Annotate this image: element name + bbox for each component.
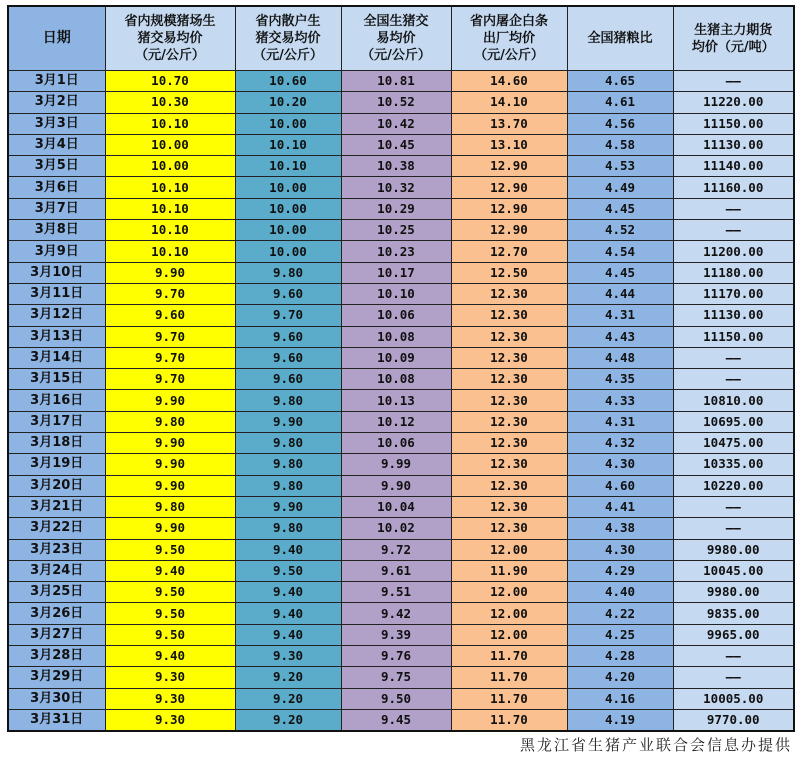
date-cell: 3月25日 (8, 582, 105, 603)
smallholder-price-cell: 10.00 (235, 177, 341, 198)
national-price-cell: 10.29 (341, 198, 451, 219)
table-row (8, 134, 794, 155)
table-row (8, 198, 794, 219)
date-cell: 3月26日 (8, 603, 105, 624)
futures-price-cell: —— (673, 369, 794, 390)
date-cell: 3月1日 (8, 71, 105, 92)
carcass-price-cell: 12.90 (451, 156, 567, 177)
table-row (8, 624, 794, 645)
table-row (8, 220, 794, 241)
pig-grain-ratio-cell: 4.29 (567, 560, 673, 581)
carcass-price-cell: 13.70 (451, 113, 567, 134)
futures-price-cell: 10335.00 (673, 454, 794, 475)
national-price-cell: 10.06 (341, 433, 451, 454)
pig-grain-ratio-cell: 4.52 (567, 220, 673, 241)
national-price-cell: 9.42 (341, 603, 451, 624)
scale-farm-price-cell: 9.90 (105, 518, 235, 539)
futures-price-cell: 10475.00 (673, 433, 794, 454)
date-cell: 3月14日 (8, 347, 105, 368)
futures-price-cell: —— (673, 667, 794, 688)
carcass-price-cell: 12.30 (451, 475, 567, 496)
national-price-cell: 10.38 (341, 156, 451, 177)
smallholder-price-cell: 9.20 (235, 709, 341, 731)
national-price-cell: 10.13 (341, 390, 451, 411)
header-row (8, 6, 794, 71)
futures-price-cell: —— (673, 347, 794, 368)
futures-price-cell: —— (673, 518, 794, 539)
scale-farm-price-cell: 10.10 (105, 220, 235, 241)
national-price-cell: 10.10 (341, 283, 451, 304)
table-row (8, 518, 794, 539)
pig-grain-ratio-cell: 4.33 (567, 390, 673, 411)
smallholder-price-cell: 9.80 (235, 390, 341, 411)
carcass-price-cell: 12.30 (451, 390, 567, 411)
scale-farm-price-cell: 10.00 (105, 134, 235, 155)
pig-price-table (7, 5, 795, 732)
futures-price-cell: —— (673, 646, 794, 667)
futures-price-cell: 9965.00 (673, 624, 794, 645)
scale-farm-price-cell: 9.70 (105, 326, 235, 347)
scale-farm-price-cell: 9.90 (105, 433, 235, 454)
pig-grain-ratio-cell: 4.19 (567, 709, 673, 731)
carcass-price-cell: 12.30 (451, 411, 567, 432)
header-date (8, 6, 105, 71)
table-row (8, 646, 794, 667)
smallholder-price-cell: 10.00 (235, 220, 341, 241)
national-price-cell: 10.08 (341, 326, 451, 347)
national-price-cell: 10.81 (341, 71, 451, 92)
pig-grain-ratio-cell: 4.56 (567, 113, 673, 134)
scale-farm-price-cell: 9.70 (105, 369, 235, 390)
price-table-container (7, 5, 793, 732)
pig-grain-ratio-cell: 4.41 (567, 496, 673, 517)
header-text-line: 省内屠企白条 (469, 14, 548, 29)
pig-grain-ratio-cell: 4.31 (567, 411, 673, 432)
smallholder-price-cell: 9.80 (235, 433, 341, 454)
pig-grain-ratio-cell: 4.61 (567, 92, 673, 113)
carcass-price-cell: 12.90 (451, 198, 567, 219)
date-cell: 3月3日 (8, 113, 105, 134)
scale-farm-price-cell: 9.90 (105, 454, 235, 475)
scale-farm-price-cell: 9.90 (105, 475, 235, 496)
header-text-line: （元/公斤） (253, 48, 323, 63)
table-row (8, 433, 794, 454)
header-province-scale-farm-price (105, 6, 235, 71)
table-row (8, 475, 794, 496)
scale-farm-price-cell: 9.30 (105, 709, 235, 731)
date-cell: 3月30日 (8, 688, 105, 709)
smallholder-price-cell: 9.80 (235, 518, 341, 539)
national-price-cell: 10.52 (341, 92, 451, 113)
carcass-price-cell: 14.60 (451, 71, 567, 92)
carcass-price-cell: 12.30 (451, 283, 567, 304)
scale-farm-price-cell: 9.50 (105, 624, 235, 645)
pig-grain-ratio-cell: 4.45 (567, 198, 673, 219)
pig-grain-ratio-cell: 4.65 (567, 71, 673, 92)
national-price-cell: 10.04 (341, 496, 451, 517)
futures-price-cell: 9770.00 (673, 709, 794, 731)
national-price-cell: 10.32 (341, 177, 451, 198)
smallholder-price-cell: 9.20 (235, 667, 341, 688)
carcass-price-cell: 12.30 (451, 518, 567, 539)
carcass-price-cell: 12.00 (451, 603, 567, 624)
carcass-price-cell: 14.10 (451, 92, 567, 113)
header-text-line: 易均价 (376, 31, 416, 46)
smallholder-price-cell: 9.70 (235, 305, 341, 326)
scale-farm-price-cell: 9.50 (105, 582, 235, 603)
date-cell: 3月16日 (8, 390, 105, 411)
header-text-line: 均价（元/吨） (691, 39, 775, 55)
table-row (8, 305, 794, 326)
pig-grain-ratio-cell: 4.45 (567, 262, 673, 283)
pig-grain-ratio-cell: 4.30 (567, 454, 673, 475)
date-cell: 3月28日 (8, 646, 105, 667)
table-row (8, 603, 794, 624)
smallholder-price-cell: 9.80 (235, 454, 341, 475)
national-price-cell: 9.99 (341, 454, 451, 475)
table-row (8, 113, 794, 134)
futures-price-cell: —— (673, 220, 794, 241)
scale-farm-price-cell: 9.30 (105, 667, 235, 688)
futures-price-cell: 9980.00 (673, 539, 794, 560)
futures-price-cell: 11150.00 (673, 326, 794, 347)
scale-farm-price-cell: 9.90 (105, 262, 235, 283)
table-row (8, 241, 794, 262)
date-cell: 3月8日 (8, 220, 105, 241)
carcass-price-cell: 12.30 (451, 305, 567, 326)
scale-farm-price-cell: 9.80 (105, 496, 235, 517)
pig-grain-ratio-cell: 4.60 (567, 475, 673, 496)
header-province-smallholder-price (235, 6, 341, 71)
smallholder-price-cell: 9.80 (235, 262, 341, 283)
national-price-cell: 9.39 (341, 624, 451, 645)
smallholder-price-cell: 10.20 (235, 92, 341, 113)
date-cell: 3月22日 (8, 518, 105, 539)
carcass-price-cell: 12.00 (451, 582, 567, 603)
futures-price-cell: 11160.00 (673, 177, 794, 198)
scale-farm-price-cell: 10.00 (105, 156, 235, 177)
pig-grain-ratio-cell: 4.49 (567, 177, 673, 198)
carcass-price-cell: 12.30 (451, 347, 567, 368)
national-price-cell: 10.45 (341, 134, 451, 155)
header-national-price (341, 6, 451, 71)
table-row (8, 582, 794, 603)
carcass-price-cell: 12.30 (451, 433, 567, 454)
scale-farm-price-cell: 10.10 (105, 241, 235, 262)
scale-farm-price-cell: 9.40 (105, 646, 235, 667)
date-cell: 3月7日 (8, 198, 105, 219)
date-cell: 3月17日 (8, 411, 105, 432)
date-cell: 3月19日 (8, 454, 105, 475)
carcass-price-cell: 11.70 (451, 646, 567, 667)
header-text-line: 省内规模猪场生 (124, 14, 216, 29)
smallholder-price-cell: 9.40 (235, 539, 341, 560)
pig-grain-ratio-cell: 4.35 (567, 369, 673, 390)
header-text-line: 全国生猪交 (363, 14, 429, 29)
smallholder-price-cell: 9.60 (235, 326, 341, 347)
table-row (8, 326, 794, 347)
header-slaughter-carcass-price (451, 6, 567, 71)
futures-price-cell: 10005.00 (673, 688, 794, 709)
national-price-cell: 10.06 (341, 305, 451, 326)
date-cell: 3月5日 (8, 156, 105, 177)
smallholder-price-cell: 9.90 (235, 496, 341, 517)
futures-price-cell: 9980.00 (673, 582, 794, 603)
carcass-price-cell: 12.30 (451, 326, 567, 347)
table-row (8, 496, 794, 517)
carcass-price-cell: 13.10 (451, 134, 567, 155)
smallholder-price-cell: 10.60 (235, 71, 341, 92)
futures-price-cell: 10045.00 (673, 560, 794, 581)
header-text-line: 生猪主力期货 (694, 22, 773, 38)
national-price-cell: 9.45 (341, 709, 451, 731)
date-cell: 3月6日 (8, 177, 105, 198)
carcass-price-cell: 11.70 (451, 709, 567, 731)
header-text-line: 日期 (42, 30, 71, 46)
pig-grain-ratio-cell: 4.43 (567, 326, 673, 347)
pig-grain-ratio-cell: 4.58 (567, 134, 673, 155)
header-futures-price (673, 6, 794, 71)
smallholder-price-cell: 9.80 (235, 475, 341, 496)
carcass-price-cell: 12.90 (451, 177, 567, 198)
scale-farm-price-cell: 10.10 (105, 113, 235, 134)
pig-grain-ratio-cell: 4.40 (567, 582, 673, 603)
national-price-cell: 10.12 (341, 411, 451, 432)
pig-grain-ratio-cell: 4.44 (567, 283, 673, 304)
date-cell: 3月31日 (8, 709, 105, 731)
carcass-price-cell: 12.30 (451, 496, 567, 517)
scale-farm-price-cell: 10.70 (105, 71, 235, 92)
scale-farm-price-cell: 9.40 (105, 560, 235, 581)
futures-price-cell: 11130.00 (673, 134, 794, 155)
scale-farm-price-cell: 9.30 (105, 688, 235, 709)
date-cell: 3月21日 (8, 496, 105, 517)
scale-farm-price-cell: 9.50 (105, 603, 235, 624)
smallholder-price-cell: 9.50 (235, 560, 341, 581)
table-row (8, 347, 794, 368)
date-cell: 3月2日 (8, 92, 105, 113)
smallholder-price-cell: 10.00 (235, 113, 341, 134)
smallholder-price-cell: 9.60 (235, 283, 341, 304)
date-cell: 3月12日 (8, 305, 105, 326)
scale-farm-price-cell: 10.10 (105, 198, 235, 219)
national-price-cell: 9.75 (341, 667, 451, 688)
national-price-cell: 9.72 (341, 539, 451, 560)
date-cell: 3月15日 (8, 369, 105, 390)
smallholder-price-cell: 9.60 (235, 369, 341, 390)
header-text-line: 省内散户生 (255, 14, 321, 29)
futures-price-cell: —— (673, 71, 794, 92)
smallholder-price-cell: 9.40 (235, 582, 341, 603)
futures-price-cell: 11150.00 (673, 113, 794, 134)
scale-farm-price-cell: 9.50 (105, 539, 235, 560)
national-price-cell: 9.90 (341, 475, 451, 496)
table-row (8, 92, 794, 113)
national-price-cell: 10.23 (341, 241, 451, 262)
scale-farm-price-cell: 9.70 (105, 283, 235, 304)
smallholder-price-cell: 9.90 (235, 411, 341, 432)
table-row (8, 177, 794, 198)
national-price-cell: 10.09 (341, 347, 451, 368)
date-cell: 3月23日 (8, 539, 105, 560)
table-row (8, 411, 794, 432)
pig-grain-ratio-cell: 4.48 (567, 347, 673, 368)
table-row (8, 688, 794, 709)
header-text-line: （元/公斤） (135, 48, 205, 63)
national-price-cell: 10.25 (341, 220, 451, 241)
national-price-cell: 10.42 (341, 113, 451, 134)
scale-farm-price-cell: 10.30 (105, 92, 235, 113)
header-text-line: 全国猪粮比 (587, 31, 653, 46)
futures-price-cell: 11220.00 (673, 92, 794, 113)
carcass-price-cell: 12.70 (451, 241, 567, 262)
pig-grain-ratio-cell: 4.25 (567, 624, 673, 645)
carcass-price-cell: 12.30 (451, 369, 567, 390)
date-cell: 3月29日 (8, 667, 105, 688)
national-price-cell: 10.02 (341, 518, 451, 539)
date-cell: 3月9日 (8, 241, 105, 262)
carcass-price-cell: 11.70 (451, 688, 567, 709)
national-price-cell: 9.76 (341, 646, 451, 667)
futures-price-cell: —— (673, 198, 794, 219)
futures-price-cell: 10810.00 (673, 390, 794, 411)
national-price-cell: 9.51 (341, 582, 451, 603)
pig-grain-ratio-cell: 4.20 (567, 667, 673, 688)
smallholder-price-cell: 9.60 (235, 347, 341, 368)
scale-farm-price-cell: 9.90 (105, 390, 235, 411)
pig-grain-ratio-cell: 4.38 (567, 518, 673, 539)
smallholder-price-cell: 10.10 (235, 156, 341, 177)
pig-grain-ratio-cell: 4.22 (567, 603, 673, 624)
smallholder-price-cell: 10.00 (235, 198, 341, 219)
smallholder-price-cell: 10.00 (235, 241, 341, 262)
national-price-cell: 9.61 (341, 560, 451, 581)
futures-price-cell: 11180.00 (673, 262, 794, 283)
national-price-cell: 10.08 (341, 369, 451, 390)
header-text-line: 猪交易均价 (137, 31, 203, 46)
table-row (8, 262, 794, 283)
scale-farm-price-cell: 9.70 (105, 347, 235, 368)
header-text-line: 出厂均价 (482, 31, 535, 46)
table-row (8, 454, 794, 475)
national-price-cell: 10.17 (341, 262, 451, 283)
date-cell: 3月11日 (8, 283, 105, 304)
date-cell: 3月20日 (8, 475, 105, 496)
futures-price-cell: 11170.00 (673, 283, 794, 304)
pig-grain-ratio-cell: 4.53 (567, 156, 673, 177)
header-text-line: 猪交易均价 (255, 31, 321, 46)
scale-farm-price-cell: 9.80 (105, 411, 235, 432)
table-row (8, 369, 794, 390)
scale-farm-price-cell: 10.10 (105, 177, 235, 198)
carcass-price-cell: 12.30 (451, 454, 567, 475)
carcass-price-cell: 11.90 (451, 560, 567, 581)
header-pig-grain-ratio (567, 6, 673, 71)
table-row (8, 667, 794, 688)
carcass-price-cell: 12.90 (451, 220, 567, 241)
table-row (8, 71, 794, 92)
smallholder-price-cell: 9.40 (235, 624, 341, 645)
table-row (8, 156, 794, 177)
futures-price-cell: —— (673, 496, 794, 517)
source-note: 黑龙江省生猪产业联合会信息办提供 (519, 736, 792, 754)
smallholder-price-cell: 9.20 (235, 688, 341, 709)
smallholder-price-cell: 9.30 (235, 646, 341, 667)
table-row (8, 709, 794, 731)
date-cell: 3月13日 (8, 326, 105, 347)
smallholder-price-cell: 10.10 (235, 134, 341, 155)
smallholder-price-cell: 9.40 (235, 603, 341, 624)
scale-farm-price-cell: 9.60 (105, 305, 235, 326)
pig-grain-ratio-cell: 4.30 (567, 539, 673, 560)
futures-price-cell: 11200.00 (673, 241, 794, 262)
futures-price-cell: 9835.00 (673, 603, 794, 624)
header-text-line: （元/公斤） (361, 48, 431, 63)
date-cell: 3月24日 (8, 560, 105, 581)
date-cell: 3月27日 (8, 624, 105, 645)
pig-grain-ratio-cell: 4.28 (567, 646, 673, 667)
carcass-price-cell: 12.00 (451, 624, 567, 645)
table-row (8, 560, 794, 581)
national-price-cell: 9.50 (341, 688, 451, 709)
pig-grain-ratio-cell: 4.31 (567, 305, 673, 326)
futures-price-cell: 10695.00 (673, 411, 794, 432)
table-row (8, 390, 794, 411)
carcass-price-cell: 11.70 (451, 667, 567, 688)
date-cell: 3月18日 (8, 433, 105, 454)
header-text-line: （元/公斤） (474, 48, 544, 63)
carcass-price-cell: 12.50 (451, 262, 567, 283)
pig-grain-ratio-cell: 4.16 (567, 688, 673, 709)
futures-price-cell: 10220.00 (673, 475, 794, 496)
table-row (8, 283, 794, 304)
futures-price-cell: 11130.00 (673, 305, 794, 326)
carcass-price-cell: 12.00 (451, 539, 567, 560)
futures-price-cell: 11140.00 (673, 156, 794, 177)
date-cell: 3月4日 (8, 134, 105, 155)
table-row (8, 539, 794, 560)
date-cell: 3月10日 (8, 262, 105, 283)
pig-grain-ratio-cell: 4.32 (567, 433, 673, 454)
table-body (8, 71, 794, 732)
pig-grain-ratio-cell: 4.54 (567, 241, 673, 262)
